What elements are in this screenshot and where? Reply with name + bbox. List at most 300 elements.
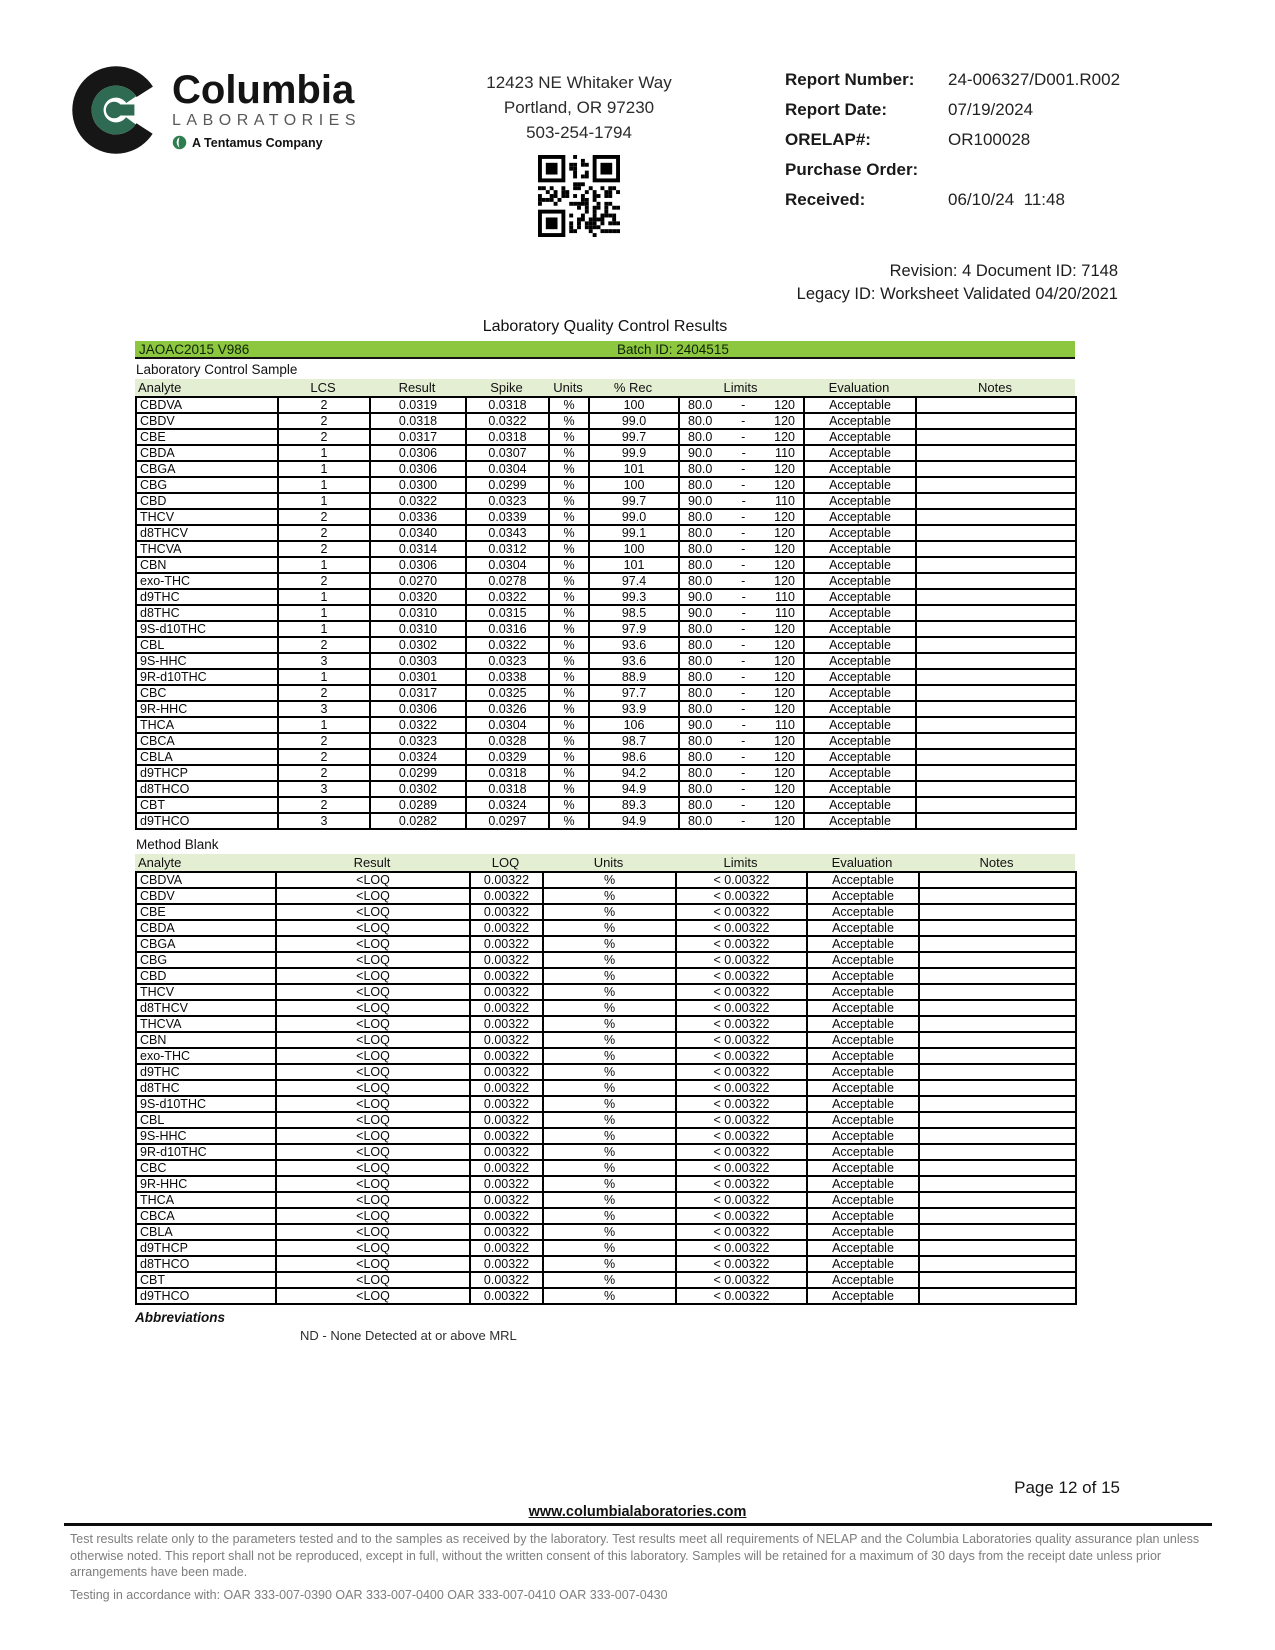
limit-high: 120 <box>774 574 795 588</box>
cell-loq: 0.00322 <box>470 1000 543 1016</box>
mb-table-row <box>136 904 1076 920</box>
limit-low: 80.0 <box>688 638 713 652</box>
cell-result: 0.0317 <box>370 685 466 701</box>
cell-notes <box>916 717 1076 733</box>
limit-low: 90.0 <box>688 446 713 460</box>
cell-spike: 0.0297 <box>466 813 549 829</box>
cell-notes <box>919 1144 1076 1160</box>
report-info-row <box>785 130 1120 150</box>
cell-rec: 101 <box>589 557 679 573</box>
cell-units: % <box>549 813 589 829</box>
cell-limits: < 0.00322 <box>676 1080 807 1096</box>
cell-notes <box>916 797 1076 813</box>
cell-evaluation: Acceptable <box>807 1192 919 1208</box>
cell-limits <box>679 701 804 717</box>
cell-result: 0.0289 <box>370 797 466 813</box>
mb-section-label: Method Blank <box>136 837 219 852</box>
cell-notes <box>916 701 1076 717</box>
report-info-row <box>785 190 1120 210</box>
cell-evaluation: Acceptable <box>804 605 916 621</box>
mb-table-row <box>136 952 1076 968</box>
lcs-table-row <box>136 477 1076 493</box>
limit-dash: - <box>741 526 746 540</box>
cell-lcs: 1 <box>278 669 370 685</box>
cell-result: <LOQ <box>276 920 470 936</box>
cell-result: 0.0306 <box>370 557 466 573</box>
mb-table-row <box>136 1272 1076 1288</box>
cell-limits <box>679 493 804 509</box>
cell-analyte: exo-THC <box>136 573 278 589</box>
report-info-value: 07/19/2024 <box>948 100 1034 119</box>
report-info-label: Purchase Order: <box>785 160 919 179</box>
cell-result: <LOQ <box>276 1000 470 1016</box>
cell-evaluation: Acceptable <box>804 589 916 605</box>
mb-table-row <box>136 1000 1076 1016</box>
cell-result: <LOQ <box>276 904 470 920</box>
cell-lcs: 3 <box>278 653 370 669</box>
limit-low: 90.0 <box>688 606 713 620</box>
cell-limits: < 0.00322 <box>676 952 807 968</box>
cell-result: <LOQ <box>276 1128 470 1144</box>
cell-evaluation: Acceptable <box>804 461 916 477</box>
lcs-table-row <box>136 749 1076 765</box>
cell-limits <box>679 541 804 557</box>
legacy-line: Legacy ID: Worksheet Validated 04/20/2021 <box>796 285 1118 303</box>
cell-limits <box>679 653 804 669</box>
cell-rec: 93.6 <box>589 637 679 653</box>
cell-analyte: d9THCP <box>136 765 278 781</box>
col-header-result: Result <box>353 855 391 870</box>
cell-notes <box>919 936 1076 952</box>
mb-table-row <box>136 1192 1076 1208</box>
lcs-section-label: Laboratory Control Sample <box>136 362 298 377</box>
cell-limits: < 0.00322 <box>676 1208 807 1224</box>
cell-result: 0.0300 <box>370 477 466 493</box>
cell-limits <box>679 717 804 733</box>
report-info-row <box>785 160 1120 180</box>
lcs-table-row <box>136 637 1076 653</box>
col-header-evaluation: Evaluation <box>828 380 890 395</box>
col-header-loq: LOQ <box>491 855 520 870</box>
limit-dash: - <box>741 606 746 620</box>
col-header-evaluation: Evaluation <box>831 855 893 870</box>
cell-units: % <box>549 573 589 589</box>
cell-lcs: 1 <box>278 717 370 733</box>
cell-loq: 0.00322 <box>470 1256 543 1272</box>
cell-evaluation: Acceptable <box>804 429 916 445</box>
cell-analyte: THCA <box>136 1192 276 1208</box>
cell-result: <LOQ <box>276 1032 470 1048</box>
cell-rec: 98.6 <box>589 749 679 765</box>
lcs-table-row <box>136 685 1076 701</box>
lcs-table-row <box>136 701 1076 717</box>
mb-table-row <box>136 1080 1076 1096</box>
qc-title: Laboratory Quality Control Results <box>482 318 728 335</box>
cell-result: <LOQ <box>276 936 470 952</box>
cell-units: % <box>549 605 589 621</box>
mb-table-row <box>136 1160 1076 1176</box>
cell-result: <LOQ <box>276 1192 470 1208</box>
cell-evaluation: Acceptable <box>804 509 916 525</box>
col-header-notes: Notes <box>978 380 1012 395</box>
cell-lcs: 2 <box>278 397 370 413</box>
mb-table-row <box>136 1128 1076 1144</box>
cell-limits <box>679 461 804 477</box>
cell-units: % <box>549 749 589 765</box>
limit-dash: - <box>741 542 746 556</box>
cell-units: % <box>543 1016 676 1032</box>
cell-units: % <box>549 429 589 445</box>
cell-lcs: 1 <box>278 621 370 637</box>
limit-low: 80.0 <box>688 670 713 684</box>
cell-rec: 93.6 <box>589 653 679 669</box>
limit-high: 110 <box>775 718 795 732</box>
limit-dash: - <box>741 702 746 716</box>
qr-code <box>538 155 620 237</box>
website-link[interactable]: www.columbialaboratories.com <box>528 1504 747 1520</box>
cell-result: <LOQ <box>276 1064 470 1080</box>
cell-analyte: CBT <box>136 1272 276 1288</box>
limit-dash: - <box>741 590 746 604</box>
cell-analyte: THCVA <box>136 541 278 557</box>
limit-low: 80.0 <box>688 574 713 588</box>
cell-result: <LOQ <box>276 1144 470 1160</box>
cell-result: <LOQ <box>276 1208 470 1224</box>
cell-loq: 0.00322 <box>470 1080 543 1096</box>
cell-analyte: CBN <box>136 557 278 573</box>
mb-table-row <box>136 872 1076 888</box>
limit-high: 120 <box>774 462 795 476</box>
mb-table-row <box>136 1016 1076 1032</box>
cell-analyte: CBCA <box>136 733 278 749</box>
cell-spike: 0.0307 <box>466 445 549 461</box>
cell-evaluation: Acceptable <box>807 1160 919 1176</box>
lcs-table-row <box>136 717 1076 733</box>
cell-notes <box>916 573 1076 589</box>
cell-limits <box>679 557 804 573</box>
cell-rec: 98.7 <box>589 733 679 749</box>
cell-lcs: 2 <box>278 573 370 589</box>
cell-result: 0.0310 <box>370 605 466 621</box>
cell-spike: 0.0318 <box>466 429 549 445</box>
limit-dash: - <box>741 510 746 524</box>
cell-limits: < 0.00322 <box>676 1048 807 1064</box>
cell-loq: 0.00322 <box>470 968 543 984</box>
limit-dash: - <box>741 430 746 444</box>
cell-rec: 97.7 <box>589 685 679 701</box>
cell-rec: 99.7 <box>589 493 679 509</box>
cell-analyte: d8THCO <box>136 781 278 797</box>
cell-loq: 0.00322 <box>470 1288 543 1304</box>
limit-high: 120 <box>774 702 795 716</box>
limit-low: 80.0 <box>688 798 713 812</box>
mb-table-row <box>136 984 1076 1000</box>
revision-line: Revision: 4 Document ID: 7148 <box>889 262 1118 280</box>
cell-units: % <box>549 509 589 525</box>
cell-units: % <box>549 717 589 733</box>
cell-result: 0.0306 <box>370 701 466 717</box>
cell-loq: 0.00322 <box>470 984 543 1000</box>
cell-evaluation: Acceptable <box>804 493 916 509</box>
cell-spike: 0.0316 <box>466 621 549 637</box>
report-info-label: Report Date: <box>785 100 888 119</box>
mb-table-row <box>136 1224 1076 1240</box>
cell-rec: 100 <box>589 397 679 413</box>
cell-result: <LOQ <box>276 1048 470 1064</box>
cell-evaluation: Acceptable <box>804 813 916 829</box>
cell-notes <box>919 1096 1076 1112</box>
cell-units: % <box>549 637 589 653</box>
cell-limits <box>679 621 804 637</box>
cell-analyte: d9THCO <box>136 1288 276 1304</box>
limit-dash: - <box>741 622 746 636</box>
cell-notes <box>916 637 1076 653</box>
cell-analyte: CBE <box>136 904 276 920</box>
limit-low: 80.0 <box>688 462 713 476</box>
cell-evaluation: Acceptable <box>807 1064 919 1080</box>
cell-evaluation: Acceptable <box>807 1224 919 1240</box>
col-header-units: Units <box>553 380 583 395</box>
cell-limits: < 0.00322 <box>676 1288 807 1304</box>
cell-spike: 0.0322 <box>466 413 549 429</box>
cell-notes <box>919 952 1076 968</box>
lcs-table-row <box>136 509 1076 525</box>
cell-limits: < 0.00322 <box>676 1016 807 1032</box>
cell-units: % <box>543 1096 676 1112</box>
cell-spike: 0.0338 <box>466 669 549 685</box>
cell-lcs: 2 <box>278 509 370 525</box>
cell-notes <box>919 920 1076 936</box>
cell-analyte: THCV <box>136 984 276 1000</box>
report-info-value: OR100028 <box>948 130 1031 149</box>
cell-spike: 0.0339 <box>466 509 549 525</box>
cell-result: <LOQ <box>276 1096 470 1112</box>
cell-analyte: CBGA <box>136 936 276 952</box>
cell-notes <box>916 509 1076 525</box>
cell-analyte: 9S-d10THC <box>136 1096 276 1112</box>
cell-notes <box>919 1208 1076 1224</box>
mb-table <box>135 871 1077 1305</box>
cell-notes <box>919 1016 1076 1032</box>
cell-limits <box>679 509 804 525</box>
cell-evaluation: Acceptable <box>804 701 916 717</box>
limit-dash: - <box>741 750 746 764</box>
cell-units: % <box>549 493 589 509</box>
cell-analyte: 9R-HHC <box>136 1176 276 1192</box>
cell-result: <LOQ <box>276 968 470 984</box>
mb-table-row <box>136 1288 1076 1304</box>
logo-subtitle: LABORATORIES <box>172 112 361 129</box>
cell-limits <box>679 397 804 413</box>
cell-rec: 97.9 <box>589 621 679 637</box>
cell-rec: 94.9 <box>589 813 679 829</box>
limit-high: 120 <box>774 558 795 572</box>
cell-loq: 0.00322 <box>470 952 543 968</box>
cell-result: 0.0322 <box>370 717 466 733</box>
cell-result: 0.0323 <box>370 733 466 749</box>
limit-low: 80.0 <box>688 478 713 492</box>
cell-evaluation: Acceptable <box>807 968 919 984</box>
cell-evaluation: Acceptable <box>807 920 919 936</box>
cell-units: % <box>549 733 589 749</box>
limit-high: 120 <box>774 622 795 636</box>
cell-limits <box>679 781 804 797</box>
cell-analyte: 9R-d10THC <box>136 1144 276 1160</box>
mb-table-row <box>136 968 1076 984</box>
cell-notes <box>919 1224 1076 1240</box>
cell-units: % <box>549 525 589 541</box>
cell-analyte: d9THCO <box>136 813 278 829</box>
cell-units: % <box>549 541 589 557</box>
cell-limits <box>679 669 804 685</box>
cell-loq: 0.00322 <box>470 1208 543 1224</box>
col-header-result: Result <box>398 380 436 395</box>
cell-result: <LOQ <box>276 984 470 1000</box>
cell-evaluation: Acceptable <box>807 1288 919 1304</box>
limit-low: 80.0 <box>688 734 713 748</box>
cell-analyte: CBN <box>136 1032 276 1048</box>
cell-spike: 0.0326 <box>466 701 549 717</box>
cell-analyte: 9S-HHC <box>136 653 278 669</box>
cell-loq: 0.00322 <box>470 1240 543 1256</box>
cell-units: % <box>543 904 676 920</box>
cell-limits: < 0.00322 <box>676 1192 807 1208</box>
col-header-rec: % Rec <box>613 380 653 395</box>
cell-notes <box>919 1000 1076 1016</box>
limit-dash: - <box>741 798 746 812</box>
cell-notes <box>916 749 1076 765</box>
cell-evaluation: Acceptable <box>807 1208 919 1224</box>
cell-spike: 0.0312 <box>466 541 549 557</box>
cell-analyte: CBDV <box>136 413 278 429</box>
cell-loq: 0.00322 <box>470 1048 543 1064</box>
cell-evaluation: Acceptable <box>804 413 916 429</box>
col-header-units: Units <box>593 855 624 870</box>
limit-dash: - <box>741 686 746 700</box>
cell-analyte: CBLA <box>136 749 278 765</box>
cell-result: 0.0270 <box>370 573 466 589</box>
tentamus-leaf-icon <box>172 135 187 150</box>
mb-table-row <box>136 1064 1076 1080</box>
cell-rec: 101 <box>589 461 679 477</box>
cell-result: 0.0303 <box>370 653 466 669</box>
cell-limits <box>679 813 804 829</box>
limit-high: 120 <box>774 814 795 828</box>
cell-spike: 0.0343 <box>466 525 549 541</box>
limit-high: 120 <box>774 686 795 700</box>
cell-limits <box>679 589 804 605</box>
cell-loq: 0.00322 <box>470 1112 543 1128</box>
cell-result: 0.0320 <box>370 589 466 605</box>
cell-limits <box>679 605 804 621</box>
limit-high: 120 <box>774 782 795 796</box>
cell-limits <box>679 445 804 461</box>
cell-limits <box>679 797 804 813</box>
cell-limits: < 0.00322 <box>676 1000 807 1016</box>
cell-units: % <box>543 1272 676 1288</box>
cell-result: 0.0306 <box>370 445 466 461</box>
cell-notes <box>919 968 1076 984</box>
cell-analyte: CBL <box>136 1112 276 1128</box>
cell-units: % <box>543 1192 676 1208</box>
cell-evaluation: Acceptable <box>807 1176 919 1192</box>
cell-result: 0.0318 <box>370 413 466 429</box>
limit-low: 90.0 <box>688 718 713 732</box>
col-header-analyte: Analyte <box>138 380 182 395</box>
cell-analyte: THCVA <box>136 1016 276 1032</box>
cell-loq: 0.00322 <box>470 1144 543 1160</box>
qc-section <box>135 318 1075 1340</box>
lcs-table-row <box>136 461 1076 477</box>
cell-notes <box>916 397 1076 413</box>
cell-evaluation: Acceptable <box>804 477 916 493</box>
cell-result: <LOQ <box>276 872 470 888</box>
cell-rec: 97.4 <box>589 573 679 589</box>
cell-spike: 0.0278 <box>466 573 549 589</box>
limit-high: 120 <box>774 766 795 780</box>
limit-low: 80.0 <box>688 510 713 524</box>
cell-spike: 0.0323 <box>466 493 549 509</box>
cell-lcs: 3 <box>278 701 370 717</box>
cell-rec: 99.7 <box>589 429 679 445</box>
cell-notes <box>916 429 1076 445</box>
limit-high: 120 <box>774 750 795 764</box>
cell-evaluation: Acceptable <box>804 397 916 413</box>
cell-spike: 0.0329 <box>466 749 549 765</box>
mb-table-row <box>136 1096 1076 1112</box>
cell-result: 0.0324 <box>370 749 466 765</box>
cell-units: % <box>549 797 589 813</box>
limit-high: 120 <box>774 430 795 444</box>
cell-notes <box>919 1112 1076 1128</box>
lcs-table-row <box>136 429 1076 445</box>
cell-analyte: CBC <box>136 1160 276 1176</box>
cell-evaluation: Acceptable <box>804 685 916 701</box>
cell-units: % <box>543 1064 676 1080</box>
cell-units: % <box>543 1144 676 1160</box>
cell-result: 0.0322 <box>370 493 466 509</box>
limit-high: 110 <box>775 494 795 508</box>
address-phone: 503-254-1794 <box>526 123 632 142</box>
col-header-notes: Notes <box>979 855 1014 870</box>
cell-loq: 0.00322 <box>470 1096 543 1112</box>
cell-analyte: CBDVA <box>136 397 278 413</box>
cell-units: % <box>549 621 589 637</box>
cell-units: % <box>549 589 589 605</box>
cell-rec: 106 <box>589 717 679 733</box>
cell-analyte: CBDV <box>136 888 276 904</box>
page-number: Page 12 of 15 <box>1014 1478 1120 1497</box>
mb-table-row <box>136 1032 1076 1048</box>
cell-loq: 0.00322 <box>470 1224 543 1240</box>
cell-evaluation: Acceptable <box>804 557 916 573</box>
cell-notes <box>916 669 1076 685</box>
cell-units: % <box>543 1176 676 1192</box>
cell-lcs: 2 <box>278 733 370 749</box>
address-line-1: 12423 NE Whitaker Way <box>486 73 672 92</box>
cell-rec: 99.0 <box>589 509 679 525</box>
batch-id: Batch ID: 2404515 <box>617 342 729 357</box>
lcs-table-row <box>136 493 1076 509</box>
report-info <box>785 70 1120 220</box>
mb-table-row <box>136 1144 1076 1160</box>
limit-dash: - <box>741 670 746 684</box>
limit-high: 120 <box>774 734 795 748</box>
col-header-limits: Limits <box>723 855 758 870</box>
cell-spike: 0.0304 <box>466 717 549 733</box>
cell-result: <LOQ <box>276 1160 470 1176</box>
cell-loq: 0.00322 <box>470 1192 543 1208</box>
